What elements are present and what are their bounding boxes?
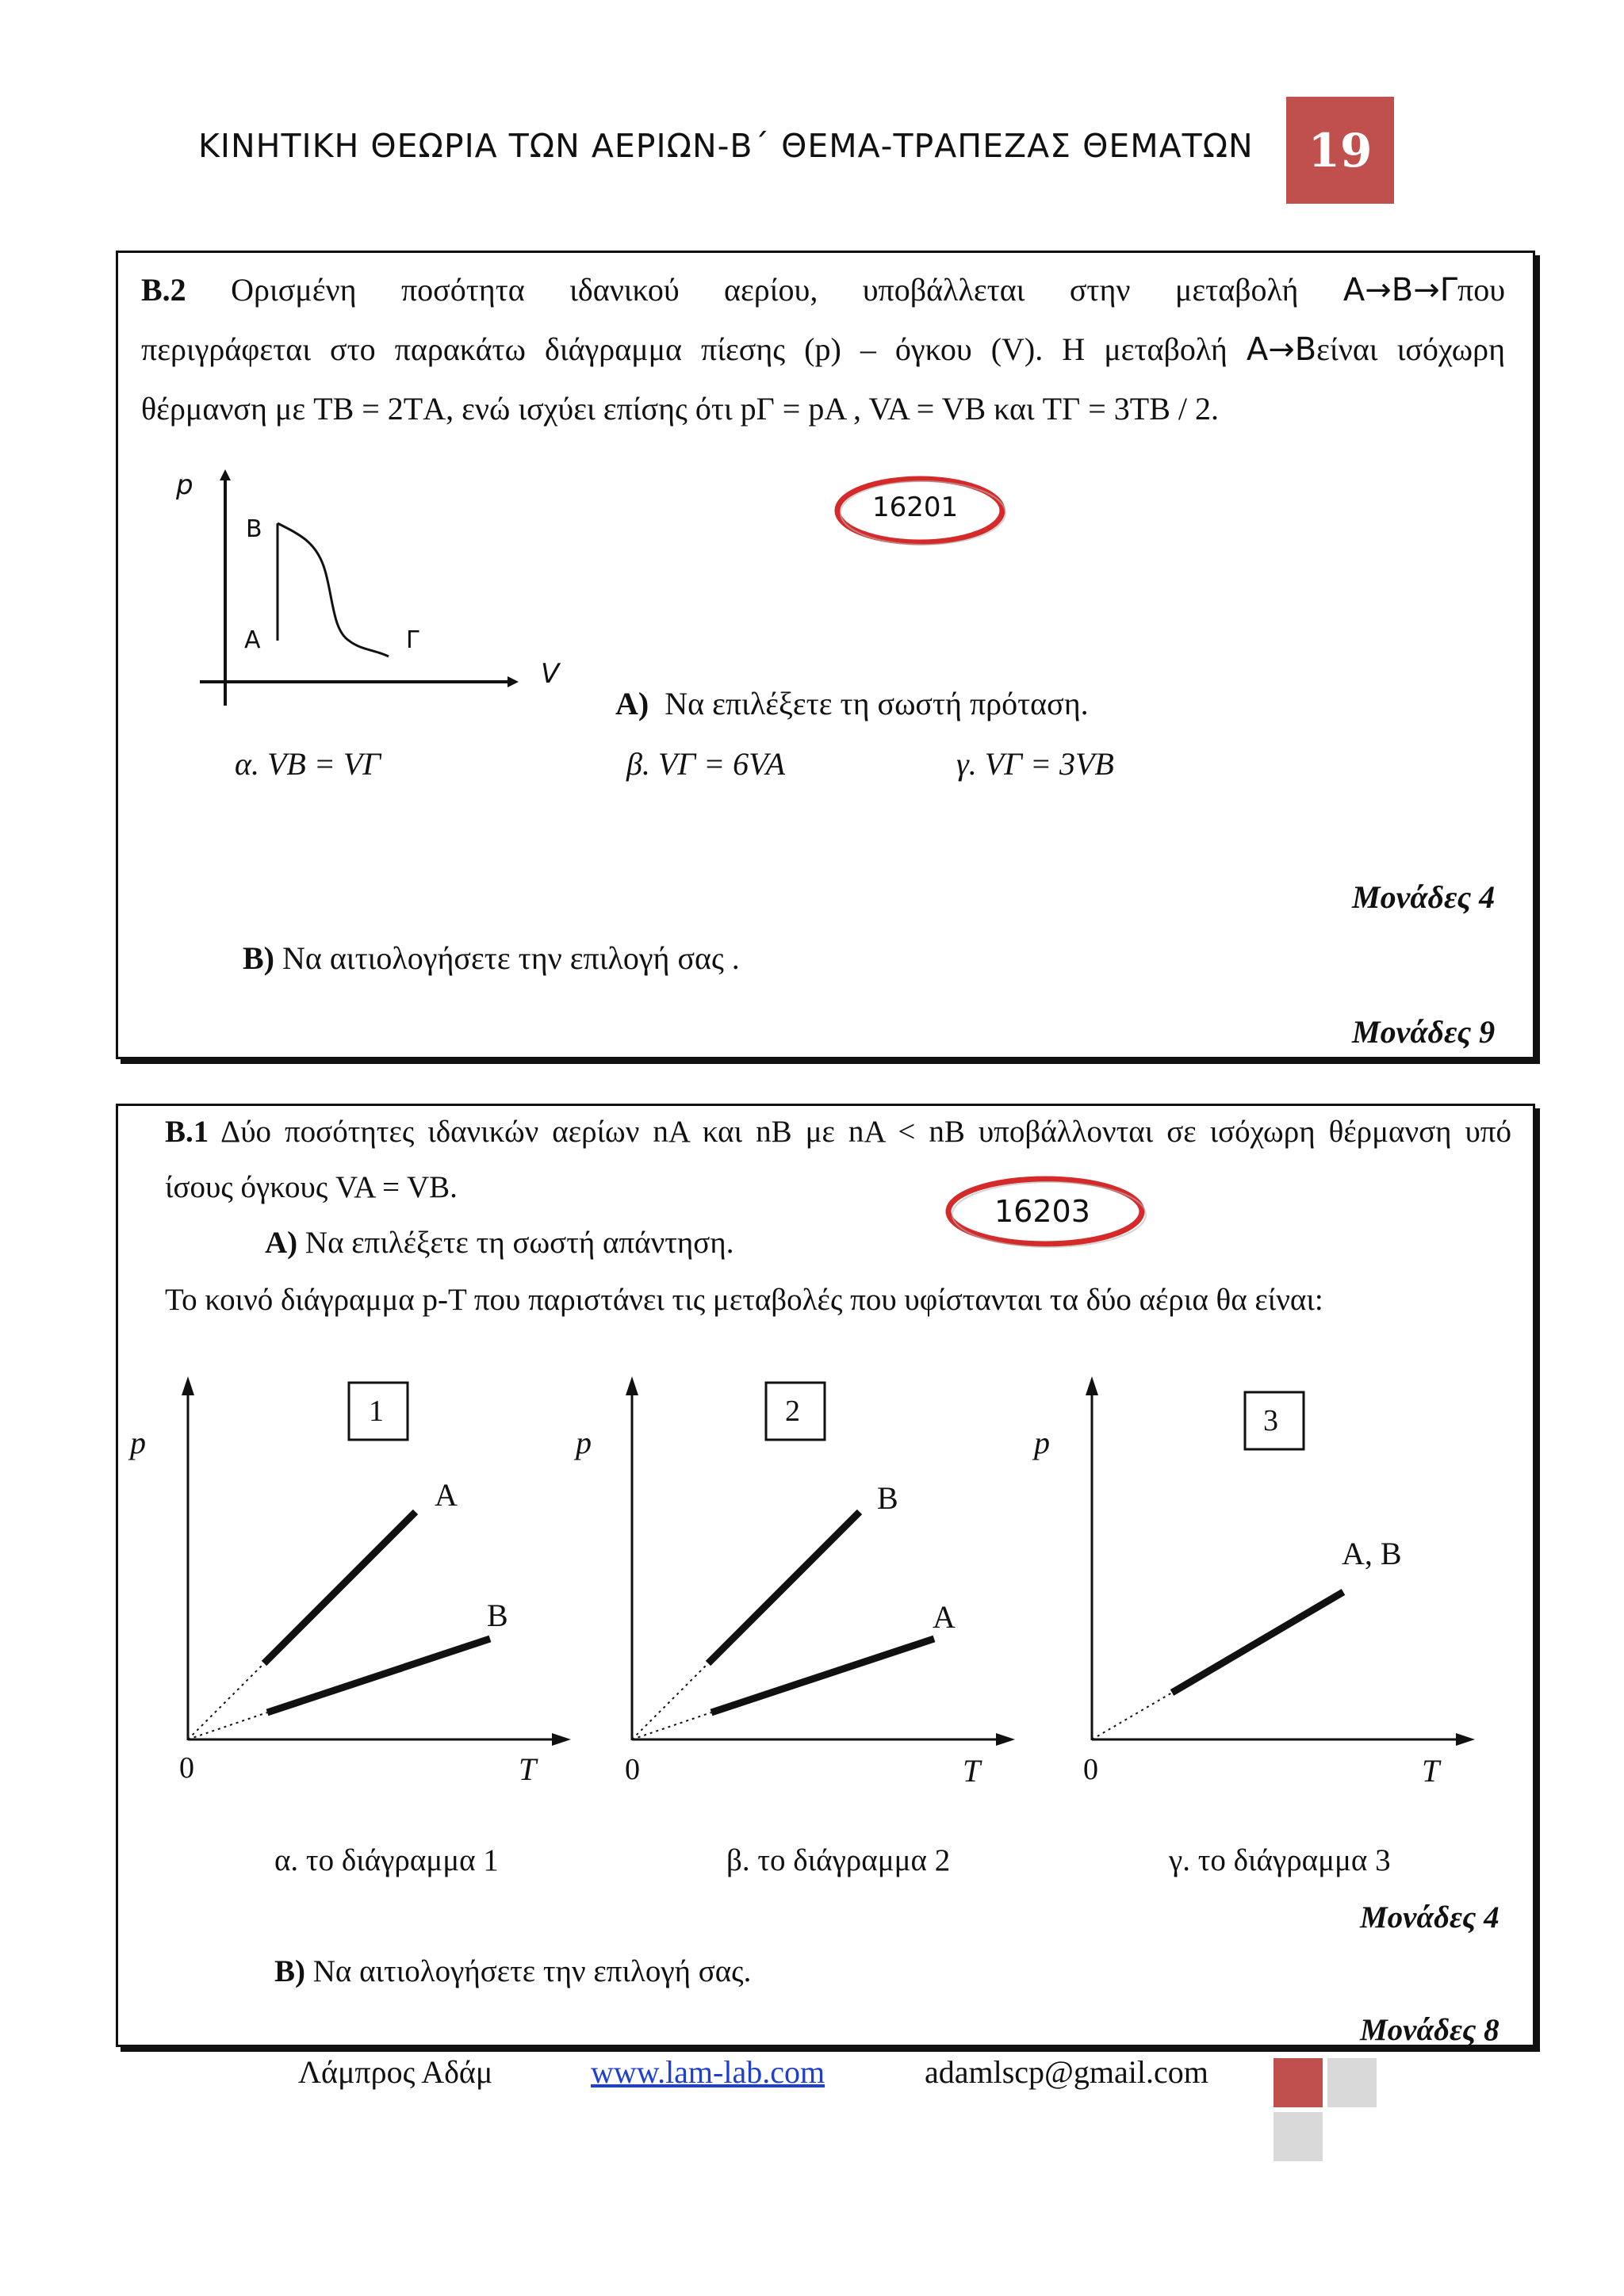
b2-line2-text: περιγράφεται στο παρακάτω διάγραμμα πίεσης (p) – όγκου (V). Η μεταβολή [141, 331, 1228, 367]
b1-label: Β.1 [165, 1115, 209, 1149]
b1-option-c: γ. το διάγραμμα 3 [1169, 1843, 1391, 1877]
b2-axis-v-label: V [541, 658, 560, 690]
b1-part-a [265, 1225, 733, 1262]
b2-point-g: Γ [406, 626, 419, 654]
b1-d3-line [1172, 1592, 1343, 1693]
footer-email: adamlscp@gmail.com [925, 2054, 1208, 2090]
footer-website-link[interactable]: www.lam-lab.com [591, 2054, 825, 2090]
b2-pv-diagram [182, 460, 531, 714]
b1-part-b-text: Να αιτιολογήσετε την επιλογή σας. [312, 1954, 752, 1988]
b2-marks-a: Μονάδες 4 [1352, 879, 1496, 915]
b1-d3-number: 3 [1263, 1404, 1278, 1437]
b2-part-b [243, 939, 740, 978]
b2-line1-text: Ορισμένη ποσότητα ιδανικού αερίου, υποβάλλεται στην μεταβολή [231, 272, 1299, 308]
b2-point-a: Α [244, 626, 261, 654]
b1-d2-line-upper [708, 1512, 860, 1663]
b1-d1-line-lower [267, 1639, 490, 1712]
b2-part-a-label: A) [615, 686, 649, 721]
footer-deco-square-red [1274, 2058, 1323, 2107]
b1-code-16203: 16203 [994, 1194, 1090, 1229]
b1-d2-origin: 0 [625, 1753, 640, 1786]
b1-d1-number: 1 [369, 1395, 384, 1428]
b1-part-a-text: Να επιλέξετε τη σωστή απάντηση. [304, 1226, 734, 1260]
b1-part-b-label: B) [274, 1954, 305, 1988]
b1-d2-label-upper: B [877, 1480, 898, 1516]
b1-d2-axis-p: p [576, 1425, 592, 1460]
b1-diagram-2 [603, 1364, 1031, 1760]
b1-option-b: β. το διάγραμμα 2 [726, 1843, 951, 1877]
b2-curve-bg [278, 523, 389, 656]
b1-marks-b: Μονάδες 8 [1360, 2013, 1500, 2047]
b1-d3-axis-t: T [1422, 1753, 1440, 1789]
b1-d3-origin: 0 [1083, 1753, 1098, 1786]
b2-part-a [615, 685, 1089, 723]
b2-process-chain: Α→Β→Γ [1342, 272, 1458, 308]
b1-d1-label-lower: B [487, 1598, 508, 1633]
b2-part-b-label: B) [243, 940, 274, 976]
page-number-badge: 19 [1286, 97, 1394, 204]
b2-line1 [141, 271, 1505, 309]
b1-d1-label-upper: A [435, 1477, 458, 1513]
b1-line2: ίσους όγκους VA = VB. [165, 1170, 458, 1204]
b1-d2-number: 2 [785, 1395, 800, 1428]
b1-d1-axis-p: p [130, 1425, 146, 1460]
b2-line1-end: που [1457, 272, 1506, 308]
b1-question: Το κοινό διάγραμμα p-T που παριστάνει τις μεταβολές που υφίστανται τα δύο αέρια θα είναι: [165, 1283, 1323, 1317]
b1-d1-axis-t: T [519, 1751, 537, 1787]
b1-line1-text: Δύο ποσότητες ιδανικών αερίων nΑ και nΒ με nΑ < nΒ υποβάλλονται σε ισόχωρη θέρμανση υπό [220, 1115, 1511, 1149]
b2-part-a-text: Να επιλέξετε τη σωστή πρόταση. [665, 686, 1089, 721]
b1-part-b [274, 1954, 751, 1991]
b1-option-a: α. το διάγραμμα 1 [274, 1843, 499, 1877]
b2-option-c: γ. VΓ = 3VB [956, 746, 1114, 782]
b1-d3-axis-p: p [1034, 1425, 1050, 1460]
b2-marks-b: Μονάδες 9 [1352, 1014, 1496, 1050]
b1-line1 [165, 1114, 1511, 1151]
footer-deco-square-grey-bottom [1274, 2112, 1323, 2161]
b2-option-a: α. VB = VΓ [235, 746, 381, 782]
b2-code-16201: 16201 [872, 492, 959, 523]
b1-d1-origin: 0 [179, 1751, 194, 1785]
b2-line2 [141, 331, 1505, 369]
b1-d2-line-lower [711, 1639, 934, 1712]
b2-label: Β.2 [141, 272, 186, 308]
b1-d1-line-upper [264, 1512, 416, 1663]
b2-axis-p-label: p [176, 469, 193, 501]
footer-deco-square-grey-right [1327, 2058, 1377, 2107]
b2-part-b-text: Να αιτιολογήσετε την επιλογή σας . [282, 940, 740, 976]
b2-line3: θέρμανση με TΒ = 2TΑ, ενώ ισχύει επίσης ότι pΓ = pA , VA = VB και TΓ = 3TB / 2. [141, 391, 1220, 427]
b1-d3-line-label: A, B [1342, 1536, 1402, 1571]
b2-process-ab: Α→Β [1246, 331, 1317, 368]
b1-marks-a: Μονάδες 4 [1360, 1900, 1500, 1934]
b1-part-a-label: A) [265, 1226, 298, 1260]
header-title: ΚΙΝΗΤΙΚΗ ΘΕΩΡΙΑ ΤΩΝ ΑΕΡΙΩΝ-Β΄ ΘΕΜΑ-ΤΡΑΠΕΖΑΣ ΘΕΜΑΤΩΝ [198, 127, 1254, 165]
b1-d2-label-lower: A [933, 1599, 956, 1635]
footer-author: Λάμπρος Αδάμ [298, 2054, 493, 2090]
b1-d2-axis-t: T [963, 1753, 981, 1789]
b2-point-b: Β [246, 515, 262, 543]
b2-option-b: β. VΓ = 6VA [626, 746, 785, 782]
b2-line2-end: είναι ισόχωρη [1316, 331, 1505, 367]
